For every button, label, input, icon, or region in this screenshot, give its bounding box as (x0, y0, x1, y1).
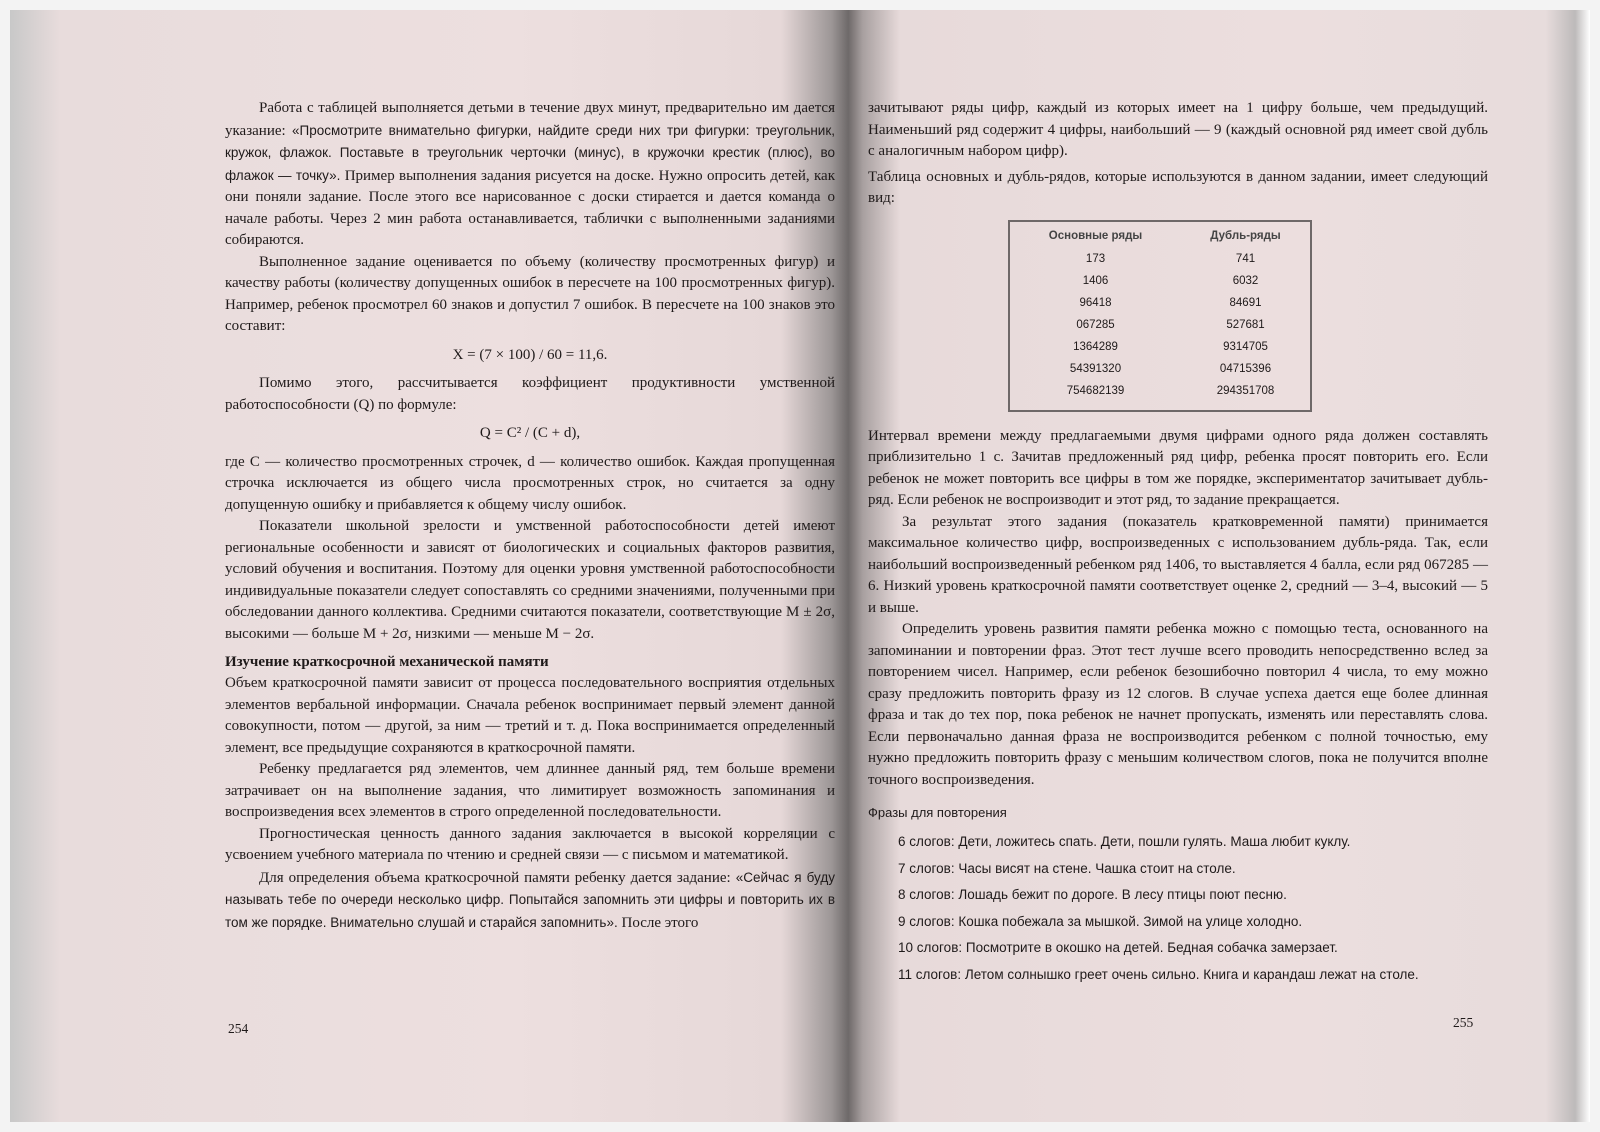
formula-x: X = (7 × 100) / 60 = 11,6. (452, 346, 608, 363)
formula-q: Q = C² / (C + d), (479, 425, 581, 441)
table-cell: 96418 (1079, 296, 1112, 309)
table-header-main-rows: Основные ряды (1048, 229, 1143, 242)
paragraph (225, 98, 835, 252)
table-row (1010, 248, 1310, 270)
paragraph: За результат этого задания (показатель кратковременной памяти) принимается максимальное количество цифр, воспроизведенных с использованием дубль-ряда. Так, если наибольший воспроизведенный ребенком ряд 1406, то выставляется 4 балла, если ряд 067285 — 6. Низкий уровень краткосрочной памяти соответствует оценке 2, средний — 3–4, высокий — 5 и выше. (868, 513, 1488, 616)
paragraph: Прогностическая ценность данного задания заключается в высокой корреляции с усвоением учебного материала по чтению и средней связи — с письмом и математикой. (225, 825, 835, 863)
table-cell: 1364289 (1073, 340, 1118, 353)
phrases-title: Фразы для повторения (868, 805, 1007, 820)
table-cell: 6032 (1232, 274, 1259, 287)
list-item: 8 слогов: Лошадь бежит по дороге. В лесу птицы поют песню. (898, 887, 1287, 902)
instruction-quote: «Просмотрите внимательно фигурки, найдите среди них три фигурки: треугольник, кружок, флажок. Поставьте в треугольник черточки (минус), в кружочки крестик (плюс), во флажок — точку». (225, 122, 836, 183)
table-cell: 9314705 (1223, 340, 1268, 353)
table-cell: 04715396 (1219, 362, 1272, 375)
instruction-quote: «Сейчас я буду называть тебе по очереди несколько цифр. Попытайся запомнить эти цифры и повторить их в том же порядке. Внимательно слушай и старайся запомнить». (225, 869, 835, 930)
table-cell: 294351708 (1216, 384, 1275, 397)
paragraph: Объем краткосрочной памяти зависит от процесса последовательного восприятия отдельных элементов вербальной информации. Сначала ребенок воспринимает первый элемент данной совокупности, потом — другой, за ним — третий и т. д. Пока воспринимается определенный элемент, все предыдущие сохраняются в краткосрочной памяти. (225, 675, 835, 756)
table-row (1010, 292, 1310, 314)
paragraph (225, 252, 835, 338)
page-number-left: 254 (228, 1021, 249, 1036)
paragraph: зачитывают ряды цифр, каждый из которых имеет на 1 цифру больше, чем предыдущий. Наименьший ряд содержит 4 цифры, наибольший — 9 (каждый основной ряд имеет свой дубль с аналогичным набором цифр). (868, 100, 1488, 159)
table-cell: 754682139 (1066, 384, 1125, 397)
table-cell: 067285 (1076, 318, 1115, 331)
list-item: 6 слогов: Дети, ложитесь спать. Дети, пошли гулять. Маша любит куклу. (898, 834, 1351, 849)
text-run: Для определения объема краткосрочной памяти ребенку дается задание: (259, 869, 736, 886)
table-row (1010, 314, 1310, 336)
list-item: 10 слогов: Посмотрите в окошко на детей. Бедная собачка замерзает. (898, 940, 1338, 955)
left-page (10, 10, 848, 1122)
text-run: Пример выполнения задания рисуется на доске. Нужно опросить детей, как они поняли задание. После этого все нарисованное с доски стирается и дается команда о начале работы. Через 2 мин работа останавливается, таблички с выполненными заданиями собираются. (225, 167, 835, 248)
paragraph (225, 867, 835, 935)
section-heading: Изучение краткосрочной механической памяти (225, 654, 549, 670)
right-page (848, 10, 1590, 1122)
paragraph: Показатели школьной зрелости и умственной работоспособности детей имеют региональные особенности и зависят от биологических и социальных факторов развития, условий обучения и воспитания. Поэтому для оценки уровня умственной работоспособности индивидуальные показатели следует сопоставлять со средними значениями, полученными при обследовании данного коллектива. Средними считаются показатели, соответствующие M ± 2σ, высокими — больше M + 2σ, низкими — меньше M − 2σ. (225, 518, 835, 642)
list-item: 7 слогов: Часы висят на стене. Чашка стоит на столе. (898, 860, 1236, 876)
paragraph: где C — количество просмотренных строчек, d — количество ошибок. Каждая пропущенная строчка исключается из общего числа просмотренных строк, но считается за одну допущенную ошибку и прибавляется к общему числу ошибок. (225, 453, 835, 513)
paragraph: Помимо этого, рассчитывается коэффициент продуктивности умственной работоспособности (Q) по формуле: (225, 375, 835, 413)
text-run: Работа с таблицей выполняется детьми в течение двух минут, предварительно им дается указание: (225, 100, 835, 139)
text-run: После этого (617, 914, 699, 931)
phrases-list (898, 829, 1488, 988)
table-cell: 741 (1235, 252, 1256, 265)
paragraph: Ребенку предлагается ряд элементов, чем длиннее данный ряд, тем больше времени затрачивает он на выполнение задания, что лимитирует возможность запоминания и воспроизведения всех элементов в строго определенной последовательности. (225, 761, 835, 820)
table-header-double-rows: Дубль-ряды (1210, 229, 1281, 242)
table-cell: 84691 (1229, 296, 1262, 309)
digit-rows-table (1008, 220, 1312, 412)
table-row (1010, 336, 1310, 358)
table-row (1010, 380, 1310, 402)
list-item: 9 слогов: Кошка побежала за мышкой. Зимой на улице холодно. (898, 913, 1303, 929)
table-cell: 54391320 (1069, 362, 1122, 375)
table-row (1010, 270, 1310, 292)
list-item: 11 слогов: Летом солнышко греет очень сильно. Книга и карандаш лежат на столе. (898, 966, 1419, 982)
table-cell: 527681 (1226, 318, 1265, 331)
left-page-text (225, 98, 835, 934)
paragraph: Интервал времени между предлагаемыми двумя цифрами одного ряда должен составлять приблизительно 1 с. Зачитав предложенный ряд цифр, ребенка просят повторить его. Если ребенок не может повторить все цифры в том же порядке, экспериментатор зачитывает дубль-ряд. Если ребенок не воспроизводит и этот ряд, то задание прекращается. (868, 427, 1488, 508)
table-row (1010, 358, 1310, 380)
table-cell: 173 (1085, 252, 1106, 265)
book-spread-scan (10, 10, 1590, 1122)
right-page-text (868, 98, 1488, 988)
page-number-right: 255 (1453, 1015, 1474, 1030)
text-run: Выполненное задание оценивается по объему (количеству просмотренных фигур) и качеству работы (количеству допущенных ошибок в пересчете на 100 просмотренных фигур). Например, ребенок просмотрел 60 знаков и допустил 7 ошибок. В пересчете на 100 знаков это составит: (225, 253, 835, 334)
paragraph: Таблица основных и дубль-рядов, которые используются в данном задании, имеет следующий вид: (868, 168, 1488, 206)
paragraph: Определить уровень развития памяти ребенка можно с помощью теста, основанного на запоминании и повторении фраз. Этот тест лучше всего проводить непосредственно вслед за повторением чисел. Например, если ребенок безошибочно повторил 4 числа, то ему можно сразу предложить повторить фразу из 12 слогов. В случае успеха дается еще более длинная фраза и так до тех пор, пока ребенок не начнет пропускать, изменять или переставлять слова. Если первоначально данная фраза не воспроизводится ребенком с полной точностью, ему нужно предложить повторить фразу с меньшим количеством слогов, пока не получится вполне точного воспроизведения. (868, 621, 1488, 788)
table-cell: 1406 (1082, 274, 1109, 287)
